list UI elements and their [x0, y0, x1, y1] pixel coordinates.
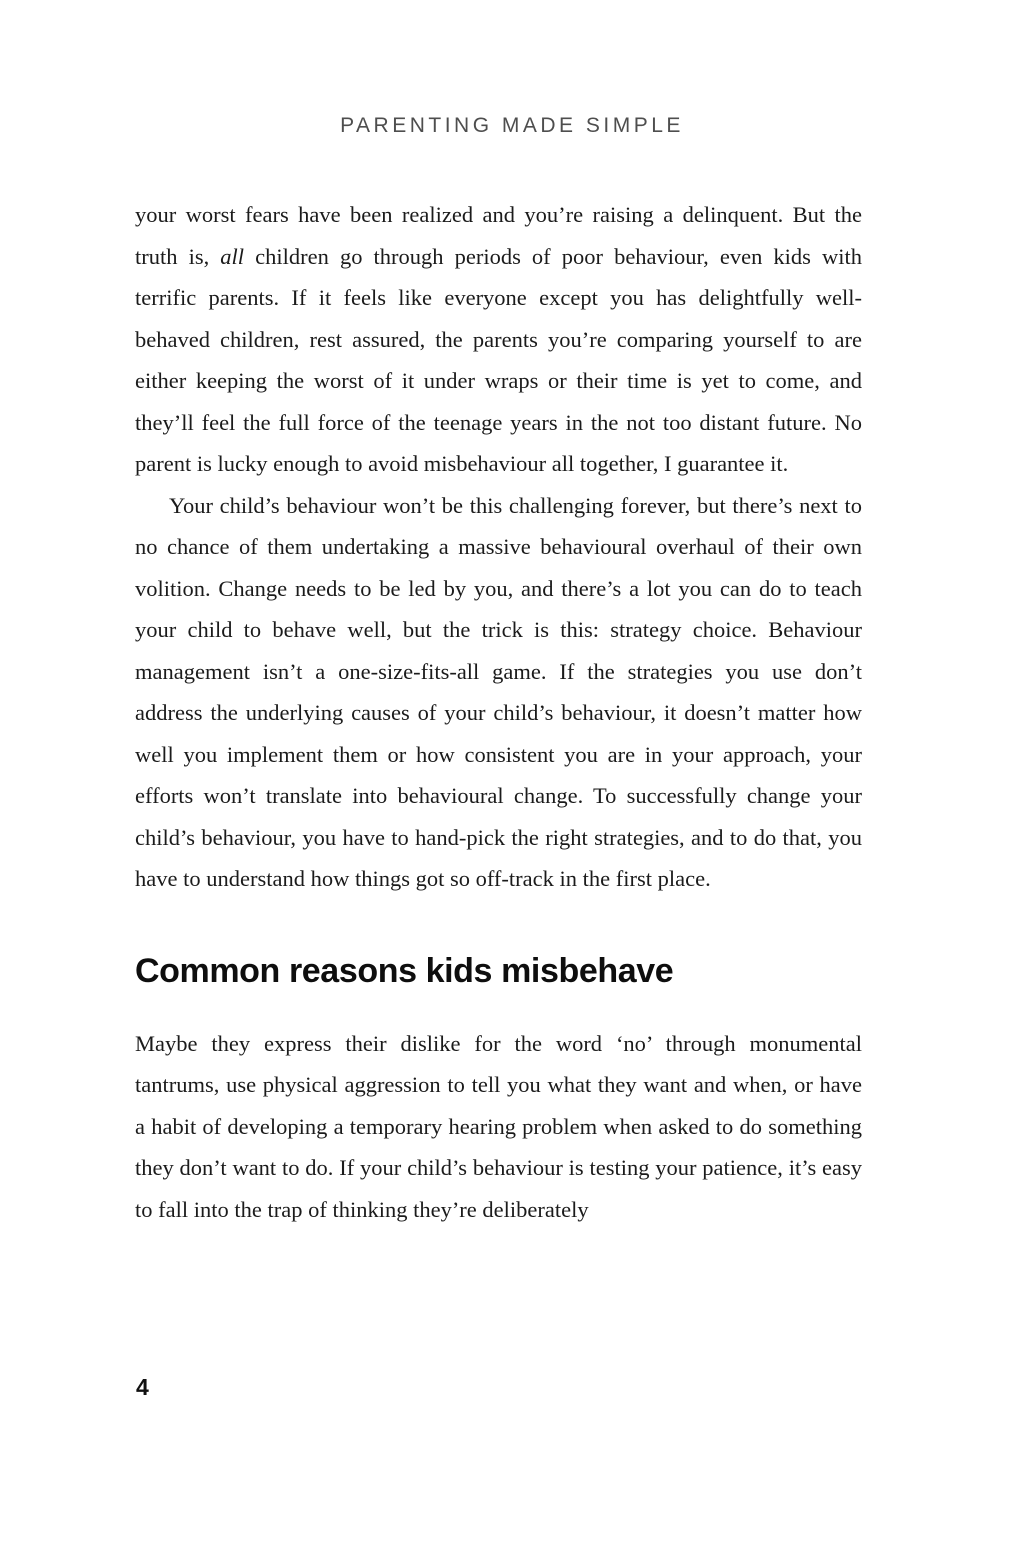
paragraph-2: Your child’s behaviour won’t be this challenging forever, but there’s next to no chance of them undertaking a massive behavioural overhaul of their own volition. Change needs to be led by you, and there’s a lot you can do to teach your child to behave well, but the trick is this: strategy choice. Behaviour management isn’t a one-size-fits-all game. If the strategies you use don’t address the underlying causes of your child’s behaviour, it doesn’t matter how well you implement them or how consistent you are in your approach, your efforts won’t translate into behavioural change. To successfully change your child’s behaviour, you have to hand-pick the right strategies, and to do that, you have to understand how things got so off-track in the first place.: [135, 492, 862, 891]
paragraph-1-italic-word: all: [220, 243, 245, 269]
text-column: [135, 194, 862, 1230]
section-heading: Common reasons kids misbehave: [135, 951, 674, 990]
paragraph-1-pre: your worst fears have been realized and you’re raising a delinquent. But the truth is,: [135, 202, 862, 269]
page-number: 4: [136, 1374, 149, 1400]
paragraph-1: [135, 194, 862, 485]
paragraph-1-post: children go through periods of poor behaviour, even kids with terrific parents. If it feels like everyone except you has delightfully well-behaved children, rest assured, the parents you’re comparing yourself to are either keeping the worst of it under wraps or their time is yet to come, and they’ll feel the full force of the teenage years in the not too distant future. No parent is lucky enough to avoid misbehaviour all together, I guarantee it.: [135, 243, 862, 476]
running-header: PARENTING MADE SIMPLE: [340, 114, 684, 137]
paragraph-3: Maybe they express their dislike for the word ‘no’ through monumental tantrums, use physical aggression to tell you what they want and when, or have a habit of developing a temporary hearing problem when asked to do something they don’t want to do. If your child’s behaviour is testing your patience, it’s easy to fall into the trap of thinking they’re deliberately: [135, 1030, 862, 1222]
